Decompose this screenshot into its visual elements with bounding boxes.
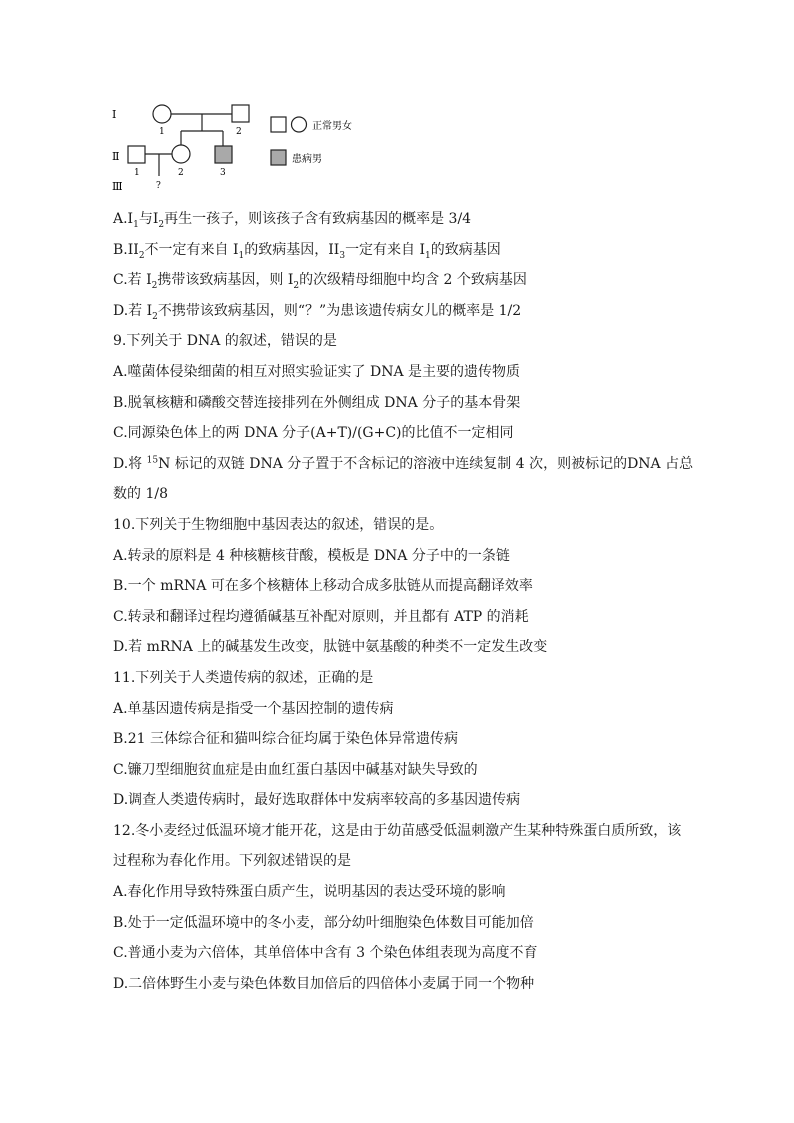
- pedigree-label-ii3: 3: [220, 168, 226, 178]
- q8-option-d: D.若 $I_2$不携带该致病基因，则“？”为患该遗传病女儿的概率是 1/2: [113, 302, 522, 322]
- pedigree-unknown-child: ?: [156, 181, 161, 191]
- q12-option-c: C.普通小麦为六倍体，其单倍体中含有 3 个染色体组表现为高度不育: [113, 945, 538, 962]
- q10-option-a: A.转录的原料是 4 种核糖核苷酸，模板是 DNA 分子中的一条链: [113, 547, 510, 564]
- q10-option-c: C.转录和翻译过程均遵循碱基互补配对原则，并且都有 ATP 的消耗: [113, 608, 529, 625]
- q9-option-b: B.脱氧核糖和磷酸交替连接排列在外侧组成 DNA 分子的基本骨架: [113, 394, 521, 411]
- pedigree-label-ii1: 1: [134, 168, 140, 178]
- q9-stem: 9.下列关于 DNA 的叙述，错误的是: [113, 333, 337, 350]
- q11-option-d: D.调查人类遗传病时，最好选取群体中发病率较高的多基因遗传病: [113, 792, 521, 809]
- q10-stem: 10.下列关于生物细胞中基因表达的叙述，错误的是。: [113, 516, 444, 533]
- q11-option-a: A.单基因遗传病是指受一个基因控制的遗传病: [113, 700, 394, 717]
- pedigree-affected-male-ii3: [215, 146, 232, 163]
- pedigree-female-ii2: [172, 145, 190, 163]
- pedigree-label-ii2: 2: [178, 168, 184, 178]
- q12-option-a: A.春化作用导致特殊蛋白质产生，说明基因的表达受环境的影响: [113, 884, 506, 901]
- q9-option-a: A.噬菌体侵染细菌的相互对照实验证实了 DNA 是主要的遗传物质: [113, 363, 521, 380]
- pedigree-male-ii1: [128, 146, 145, 163]
- q11-stem: 11.下列关于人类遗传病的叙述，正确的是: [113, 669, 374, 686]
- q8-option-b: $B.II_2$不一定有来自 $I_1$的致病基因，$II_3$一定有来自 $I_1$的致病基因: [113, 241, 501, 261]
- pedigree-male-i2: [232, 105, 249, 122]
- q12-stem: 12.冬小麦经过低温环境才能开花，这是由于幼苗感受低温刺激产生某种特殊蛋白质所致，该: [113, 822, 682, 839]
- q8-option-a: $A.I_1$与$I_2$再生一孩子，则该孩子含有致病基因的概率是 3/4: [113, 211, 472, 230]
- generation-label-3: Ⅲ: [112, 180, 123, 193]
- q9-option-d-continued: 数的 1/8: [113, 486, 168, 503]
- pedigree-label-i2: 2: [236, 127, 242, 137]
- q8-option-c: C.若 $I_2$携带该致病基因，则 $I_2$的次级精母细胞中均含 2 个致病基因: [113, 272, 527, 291]
- generation-label-1: Ⅰ: [112, 108, 117, 121]
- q12-stem-continued: 过程称为春化作用。下列叙述错误的是: [113, 853, 351, 870]
- pedigree-chart: [100, 92, 360, 196]
- pedigree-label-i1: 1: [159, 127, 165, 137]
- legend-normal-male-icon: [271, 117, 286, 132]
- legend-normal-label: 正常男女: [312, 121, 352, 132]
- q11-option-c: C.镰刀型细胞贫血症是由血红蛋白基因中碱基对缺失导致的: [113, 761, 478, 778]
- q12-option-b: B.处于一定低温环境中的冬小麦，部分幼叶细胞染色体数目可能加倍: [113, 914, 534, 931]
- legend-affected-label: 患病男: [292, 154, 322, 165]
- generation-label-2: Ⅱ: [112, 150, 120, 163]
- q9-option-c: C.同源染色体上的两 DNA 分子(A+T)/(G+C)的比值不一定相同: [113, 425, 514, 442]
- q10-option-d: D.若 mRNA 上的碱基发生改变，肽链中氨基酸的种类不一定发生改变: [113, 639, 548, 656]
- q11-option-b: B.21 三体综合征和猫叫综合征均属于染色体异常遗传病: [113, 731, 459, 748]
- q12-option-d: D.二倍体野生小麦与染色体数目加倍后的四倍体小麦属于同一个物种: [113, 975, 535, 992]
- questions-body: [113, 204, 694, 999]
- q10-option-b: B.一个 mRNA 可在多个核糖体上移动合成多肽链从而提高翻译效率: [113, 578, 533, 595]
- legend-normal-female-icon: [292, 117, 307, 132]
- legend-affected-male-icon: [271, 150, 286, 165]
- pedigree-female-i1: [153, 105, 171, 123]
- q9-option-d: D.将 $^{15}$N 标记的双链 DNA 分子置于不含标记的溶液中连续复制 4 次，则被标记的DNA 占总: [113, 455, 694, 472]
